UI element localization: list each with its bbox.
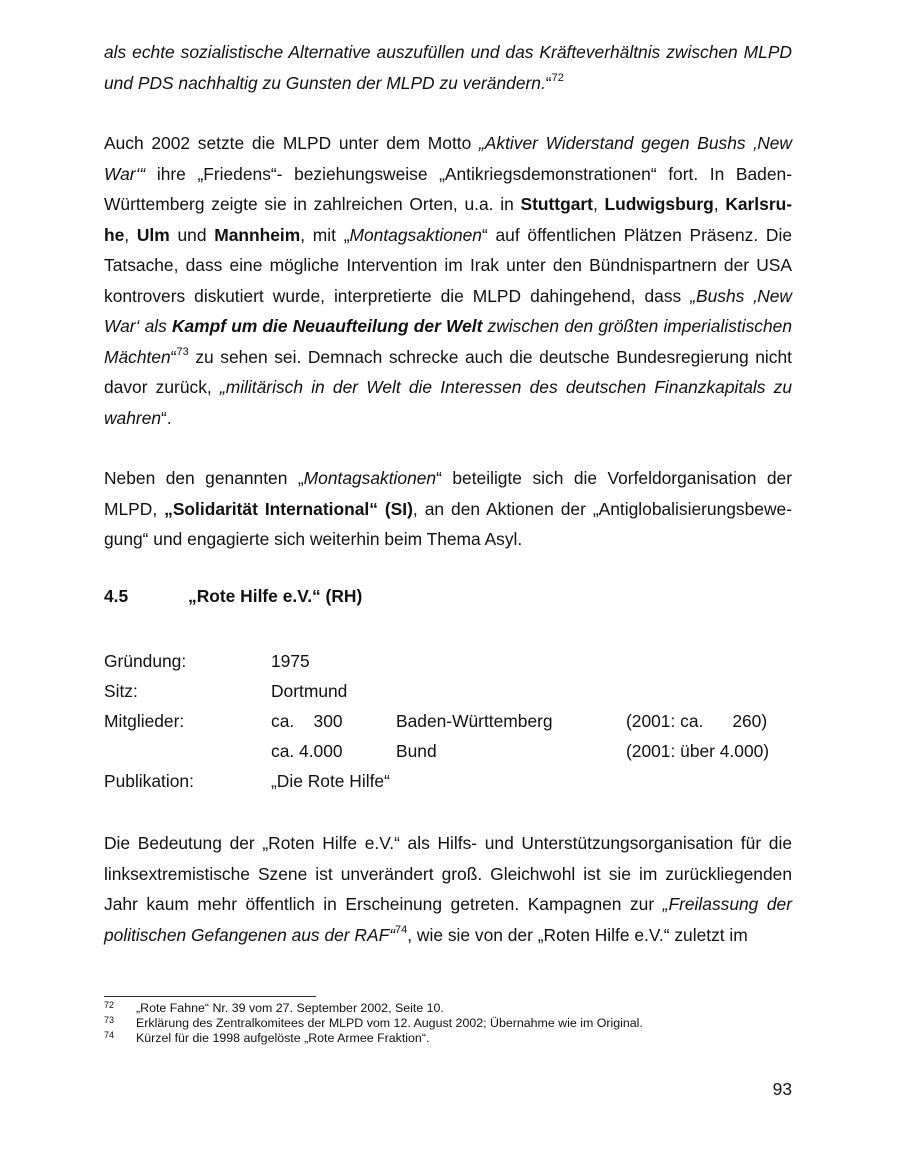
publication-label: Publikation: <box>104 771 194 791</box>
city-ulm: Ulm <box>136 224 170 245</box>
raf-quote: „Freilassung der politischen Gefangenen aus der RAF“ <box>104 894 792 945</box>
city-stuttgart: Stuttgart <box>520 194 593 214</box>
members-region: Bund <box>396 741 437 761</box>
facts-row-publication <box>104 766 804 796</box>
footnote-73 <box>104 1016 804 1031</box>
page-number: 93 <box>772 1079 792 1099</box>
finance-quote: „militärisch in der Welt die Interessen des deutschen Finanzkapitals zu wahren <box>104 377 792 428</box>
footnote-74 <box>104 1031 804 1046</box>
organization-facts-table <box>104 646 804 806</box>
text-span: Auch 2002 setzte die MLPD unter dem Motto <box>104 133 479 153</box>
footnote-ref-73[interactable]: 73 <box>176 345 189 358</box>
members-count: ca. 4.000 <box>271 741 343 761</box>
montagsaktionen-term: Montagsaktionen <box>303 468 437 488</box>
text-span: ihre „Friedens“- beziehungsweise „Antikriegsdemonstrationen“ fort. In Baden-Württemberg zeigte sie in zahlreichen Orten, u.a. in <box>104 163 792 214</box>
text-span: Die Bedeutung der „Roten Hilfe e.V.“ als Hilfs- und Unterstützungsorganisation für die linksextremistische Szene ist unverändert groß. Gleichwohl ist sie im zurückliegenden Jahr kaum mehr öffentlich in Erscheinung getreten. Kampagnen zur <box>104 833 792 914</box>
text-span: , an den Aktionen der „Antiglobalisierungsbewegung“ und engagierte sich weiterhin beim Thema Asyl. <box>104 498 793 549</box>
members-label: Mitglieder: <box>104 711 185 731</box>
founding-label: Gründung: <box>104 651 187 671</box>
text-span: , mit „ <box>300 224 350 245</box>
footnote-number: 74 <box>104 1030 115 1040</box>
seat-label: Sitz: <box>104 681 138 701</box>
footnote-number: 72 <box>104 1000 115 1010</box>
text-span: zu sehen sei. Demnach schrecke auch die deutsche Bundesregierung nicht davor zurück, <box>104 346 792 397</box>
text-span: , <box>713 194 726 214</box>
text-span: Neben den genannten „ <box>104 468 304 488</box>
text-span: “. <box>161 407 172 428</box>
footnote-text: Kürzel für die 1998 aufgelöste „Rote Armee Fraktion“. <box>136 1031 430 1045</box>
footnote-text: Erklärung des Zentralkomitees der MLPD vom 12. August 2002; Übernahme wie im Original. <box>136 1016 643 1030</box>
quote-close: “ <box>545 72 552 93</box>
org-solidaritaet-international: „Solidarität International“ (SI) <box>164 498 413 519</box>
members-prev-year: (2001: über 4.000) <box>626 741 770 761</box>
facts-row-members-federal <box>104 736 804 766</box>
paragraph-quote-continuation <box>104 37 792 98</box>
text-span: “ beteiligte sich die Vorfeldorganisation der MLPD, <box>104 468 792 519</box>
text-span: , <box>124 224 137 245</box>
seat-value: Dortmund <box>271 681 348 701</box>
facts-row-founding <box>104 646 804 676</box>
footnote-text: „Rote Fahne“ Nr. 39 vom 27. September 2002, Seite 10. <box>136 1001 444 1015</box>
publication-value: „Die Rote Hilfe“ <box>271 771 390 791</box>
footnote-ref-74[interactable]: 74 <box>394 923 408 936</box>
footnote-72 <box>104 1001 804 1016</box>
paragraph-rote-hilfe <box>104 828 792 950</box>
footnote-number: 73 <box>104 1015 115 1025</box>
quote-text: als echte sozialistische Alternative auszufüllen und das Kräfteverhältnis zwischen MLPD und PDS nachhaltig zu Gunsten der MLPD zu verändern. <box>104 42 792 93</box>
members-prev-year: (2001: ca. 260) <box>626 711 768 731</box>
quote-bold-part: Kampf um die Neuaufteilung der Welt <box>171 316 483 336</box>
members-count: ca. 300 <box>271 711 343 731</box>
members-region: Baden-Württemberg <box>396 711 553 731</box>
city-mannheim: Mannheim <box>214 224 301 245</box>
text-span: , wie sie von der „Roten Hilfe e.V.“ zuletzt im <box>407 924 748 945</box>
section-number: 4.5 <box>104 586 129 606</box>
section-title: „Rote Hilfe e.V.“ (RH) <box>188 586 363 606</box>
quote-part: zwischen den größten imperialistischen Mächten <box>104 316 792 367</box>
footnote-ref-72[interactable]: 72 <box>551 71 564 84</box>
text-span: “ auf öffentlichen Plätzen Präsenz. Die Tatsache, dass eine mögliche Intervention im Irak unter den Bündnispartnern der USA kontrovers diskutiert wurde, interpretierte die MLPD dahingehend, dass <box>104 224 792 306</box>
footnotes <box>104 1001 804 1046</box>
footnote-separator <box>104 996 316 997</box>
founding-value: 1975 <box>271 651 310 671</box>
paragraph-solidaritaet <box>104 463 792 555</box>
text-span: , <box>592 194 605 214</box>
paragraph-mlpd-2002 <box>104 128 792 433</box>
quote-part: „Bushs ‚New War‘ als <box>104 285 792 336</box>
city-ludwigsburg: Ludwigsburg <box>604 194 714 214</box>
city-karlsruhe: Karlsruhe <box>104 194 793 245</box>
facts-row-members <box>104 706 804 736</box>
montagsaktionen-term: Montagsaktionen <box>349 224 482 245</box>
quote-close: “ <box>170 346 177 367</box>
motto-quote: „Aktiver Widerstand gegen Bushs ‚New War‘“ <box>104 133 792 184</box>
text-span: und <box>169 224 215 245</box>
facts-row-seat <box>104 676 804 706</box>
